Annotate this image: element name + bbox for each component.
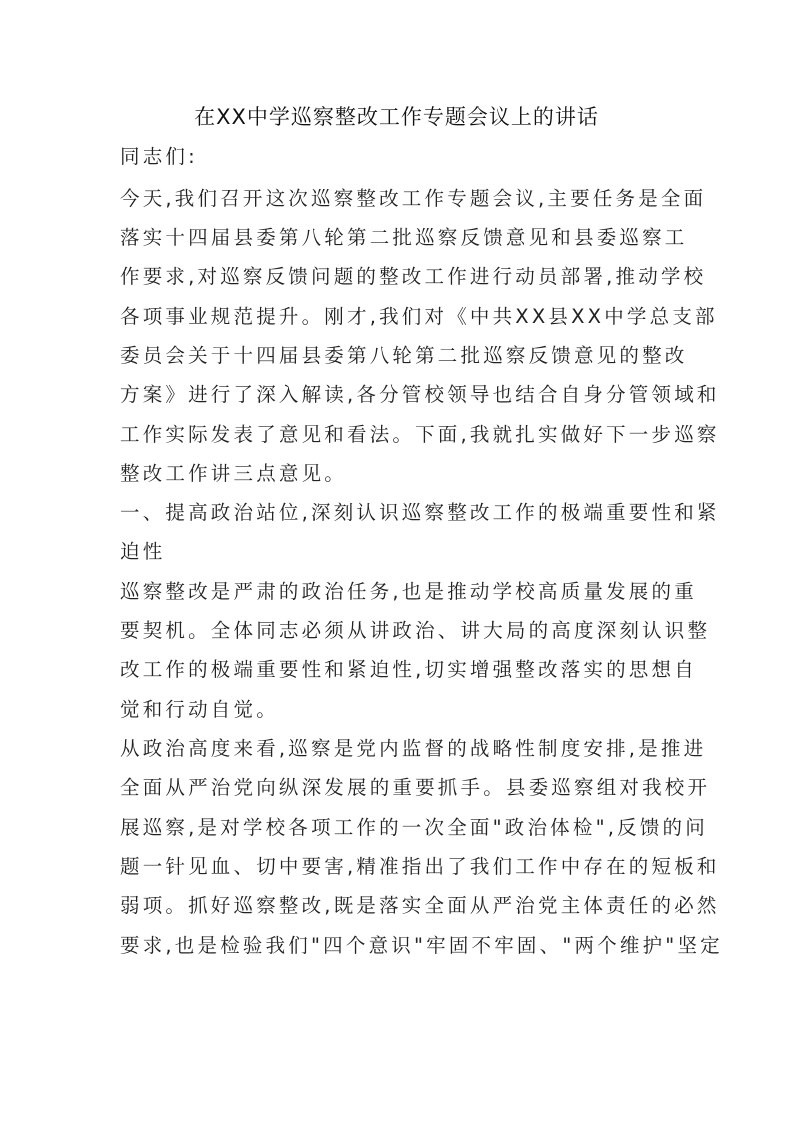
- text-line: 改工作的极端重要性和紧迫性,切实增强整改落实的思想自: [120, 658, 697, 681]
- text-line: 工作实际发表了意见和看法。下面,我就扎实做好下一步巡察: [120, 423, 720, 446]
- text-line: 展巡察,是对学校各项工作的一次全面"政治体检",反馈的问: [120, 816, 708, 839]
- text-line: 作要求,对巡察反馈问题的整改工作进行动员部署,推动学校: [120, 265, 707, 288]
- text-line: 弱项。抓好巡察整改,既是落实全面从严治党主体责任的必然: [120, 894, 720, 917]
- text-line: 觉和行动自觉。: [120, 698, 279, 721]
- text-line: 委员会关于十四届县委第八轮第二批巡察反馈意见的整改: [120, 344, 688, 367]
- section-heading-1: 一、提高政治站位,深刻认识巡察整改工作的极端重要性和紧: [120, 501, 720, 524]
- text-line: 从政治高度来看,巡察是党内监督的战略性制度安排,是推进: [120, 737, 707, 760]
- text-line: 各项事业规范提升。刚才,我们对《中共XX县XX中学总支部: [120, 305, 718, 328]
- salutation: 同志们:: [120, 145, 198, 168]
- document-title: 在XX中学巡察整改工作专题会议上的讲话: [194, 105, 599, 129]
- text-line: 巡察整改是严肃的政治任务,也是推动学校高质量发展的重: [120, 580, 697, 603]
- section-heading-1-cont: 迫性: [120, 540, 166, 563]
- text-line: 落实十四届县委第八轮第二批巡察反馈意见和县委巡察工: [120, 226, 688, 249]
- text-line: 整改工作讲三点意见。: [120, 462, 348, 485]
- text-line: 方案》进行了深入解读,各分管校领导也结合自身分管领域和: [120, 383, 720, 406]
- text-line: 题一针见血、切中要害,精准指出了我们工作中存在的短板和: [120, 855, 720, 878]
- text-line: 全面从严治党向纵深发展的重要抓手。县委巡察组对我校开: [120, 776, 711, 799]
- text-line: 今天,我们召开这次巡察整改工作专题会议,主要任务是全面: [120, 187, 707, 210]
- text-line: 要契机。全体同志必须从讲政治、讲大局的高度深刻认识整: [120, 619, 711, 642]
- text-line: 要求,也是检验我们"四个意识"牢固不牢固、"两个维护"坚定: [120, 934, 723, 957]
